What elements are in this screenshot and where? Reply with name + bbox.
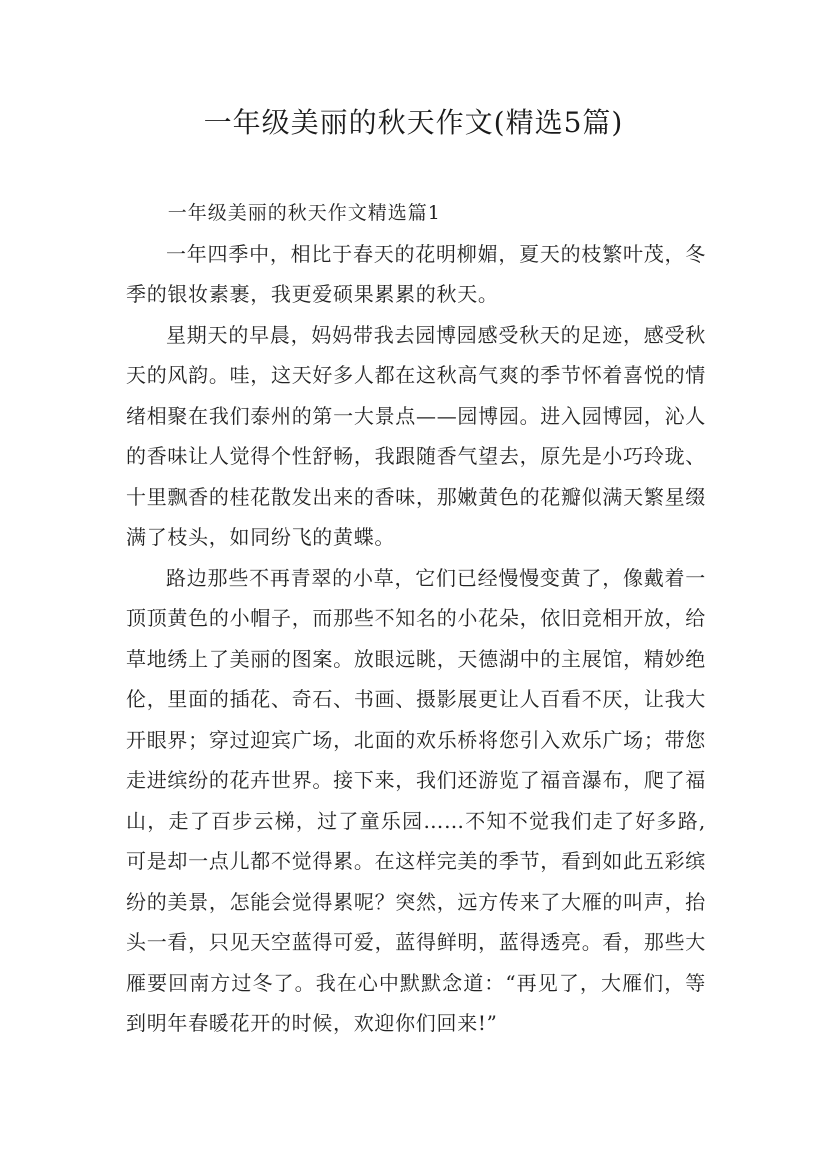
paragraph-2: 星期天的早晨，妈妈带我去园博园感受秋天的足迹，感受秋天的风韵。哇，这天好多人都在这秋高气爽的季节怀着喜悦的情绪相聚在我们泰州的第一大景点——园博园。进入园博园，沁人的香味让人觉得个性舒畅，我跟随香气望去，原先是小巧玲珑、十里飘香的桂花散发出来的香味，那嫩黄色的花瓣似满天繁星缀满了枝头，如同纷飞的黄蝶。	[126, 322, 706, 549]
document-body	[126, 193, 706, 1044]
paragraph-1: 一年四季中，相比于春天的花明柳媚，夏天的枝繁叶茂，冬季的银妆素裹，我更爱硕果累累的秋天。	[126, 241, 706, 306]
paragraph-3: 路边那些不再青翠的小草，它们已经慢慢变黄了，像戴着一顶顶黄色的小帽子，而那些不知名的小花朵，依旧竞相开放，给草地绣上了美丽的图案。放眼远眺，天德湖中的主展馆，精妙绝伦，里面的插花、奇石、书画、摄影展更让人百看不厌，让我大开眼界；穿过迎宾广场，北面的欢乐桥将您引入欢乐广场；带您走进缤纷的花卉世界。接下来，我们还游览了福音瀑布，爬了福山，走了百步云梯，过了童乐园……不知不觉我们走了好多路,可是却一点儿都不觉得累。在这样完美的季节，看到如此五彩缤纷的美景，怎能会觉得累呢？突然，远方传来了大雁的叫声，抬头一看，只见天空蓝得可爱，蓝得鲜明，蓝得透亮。看，那些大雁要回南方过冬了。我在心中默默念道：“再见了，大雁们，等到明年春暖花开的时候，欢迎你们回来!”	[126, 565, 706, 1035]
section-heading: 一年级美丽的秋天作文精选篇1	[167, 202, 441, 224]
document-title: 一年级美丽的秋天作文(精选5篇)	[203, 106, 624, 139]
